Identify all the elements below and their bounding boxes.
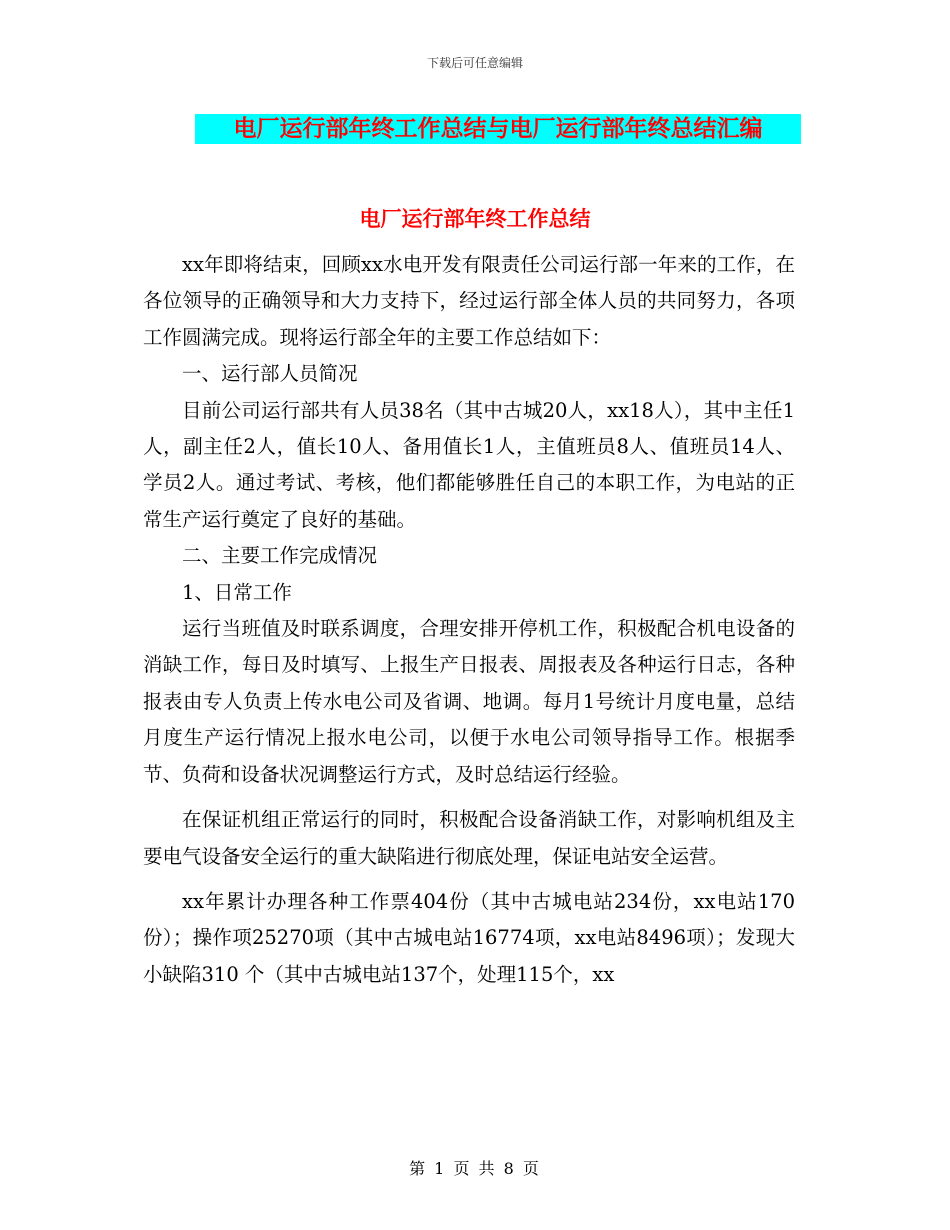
header-note: 下载后可任意编辑 [426, 56, 523, 70]
paragraph-daily-work: 运行当班值及时联系调度，合理安排开停机工作，积极配合机电设备的消缺工作，每日及时填写、上报生产日报表、周报表及各种运行日志，各种报表由专人负责上传水电公司及省调、地调。每月1号统计月度电量，总结月度生产运行情况上报水电公司，以便于水电公司领导指导工作。根据季节、负荷和设备状况调整运行方式，及时总结运行经验。 [143, 617, 795, 786]
page-footer: 第 1 页 共 8 页 [409, 1159, 541, 1178]
paragraph-intro: xx年即将结束，回顾xx水电开发有限责任公司运行部一年来的工作，在各位领导的正确领导和大力支持下，经过运行部全体人员的共同努力，各项工作圆满完成。现将运行部全年的主要工作总结如下： [143, 253, 795, 349]
heading-staff-overview: 一、运行部人员简况 [182, 362, 358, 386]
paragraph-safety: 在保证机组正常运行的同时，积极配合设备消缺工作，对影响机组及主要电气设备安全运行的重大缺陷进行彻底处理，保证电站安全运营。 [143, 808, 795, 868]
document-body [143, 247, 795, 993]
paragraph-statistics: xx年累计办理各种工作票404份（其中古城电站234份，xx电站170份）；操作项25270项（其中古城电站16774项，xx电站8496项）；发现大小缺陷310 个（其中古城电站137个，处理115个，xx [143, 889, 795, 986]
heading-main-work: 二、主要工作完成情况 [182, 544, 378, 568]
section-title: 电厂运行部年终工作总结 [359, 207, 591, 231]
paragraph-staff: 目前公司运行部共有人员38名（其中古城20人，xx18人），其中主任1人，副主任2人，值长10人、备用值长1人，主值班员8人、值班员14人、学员2人。通过考试、考核，他们都能够胜任自己的本职工作，为电站的正常生产运行奠定了良好的基础。 [143, 398, 795, 531]
document-main-title: 电厂运行部年终工作总结与电厂运行部年终总结汇编 [195, 114, 801, 144]
heading-daily-work: 1、日常工作 [182, 580, 292, 604]
